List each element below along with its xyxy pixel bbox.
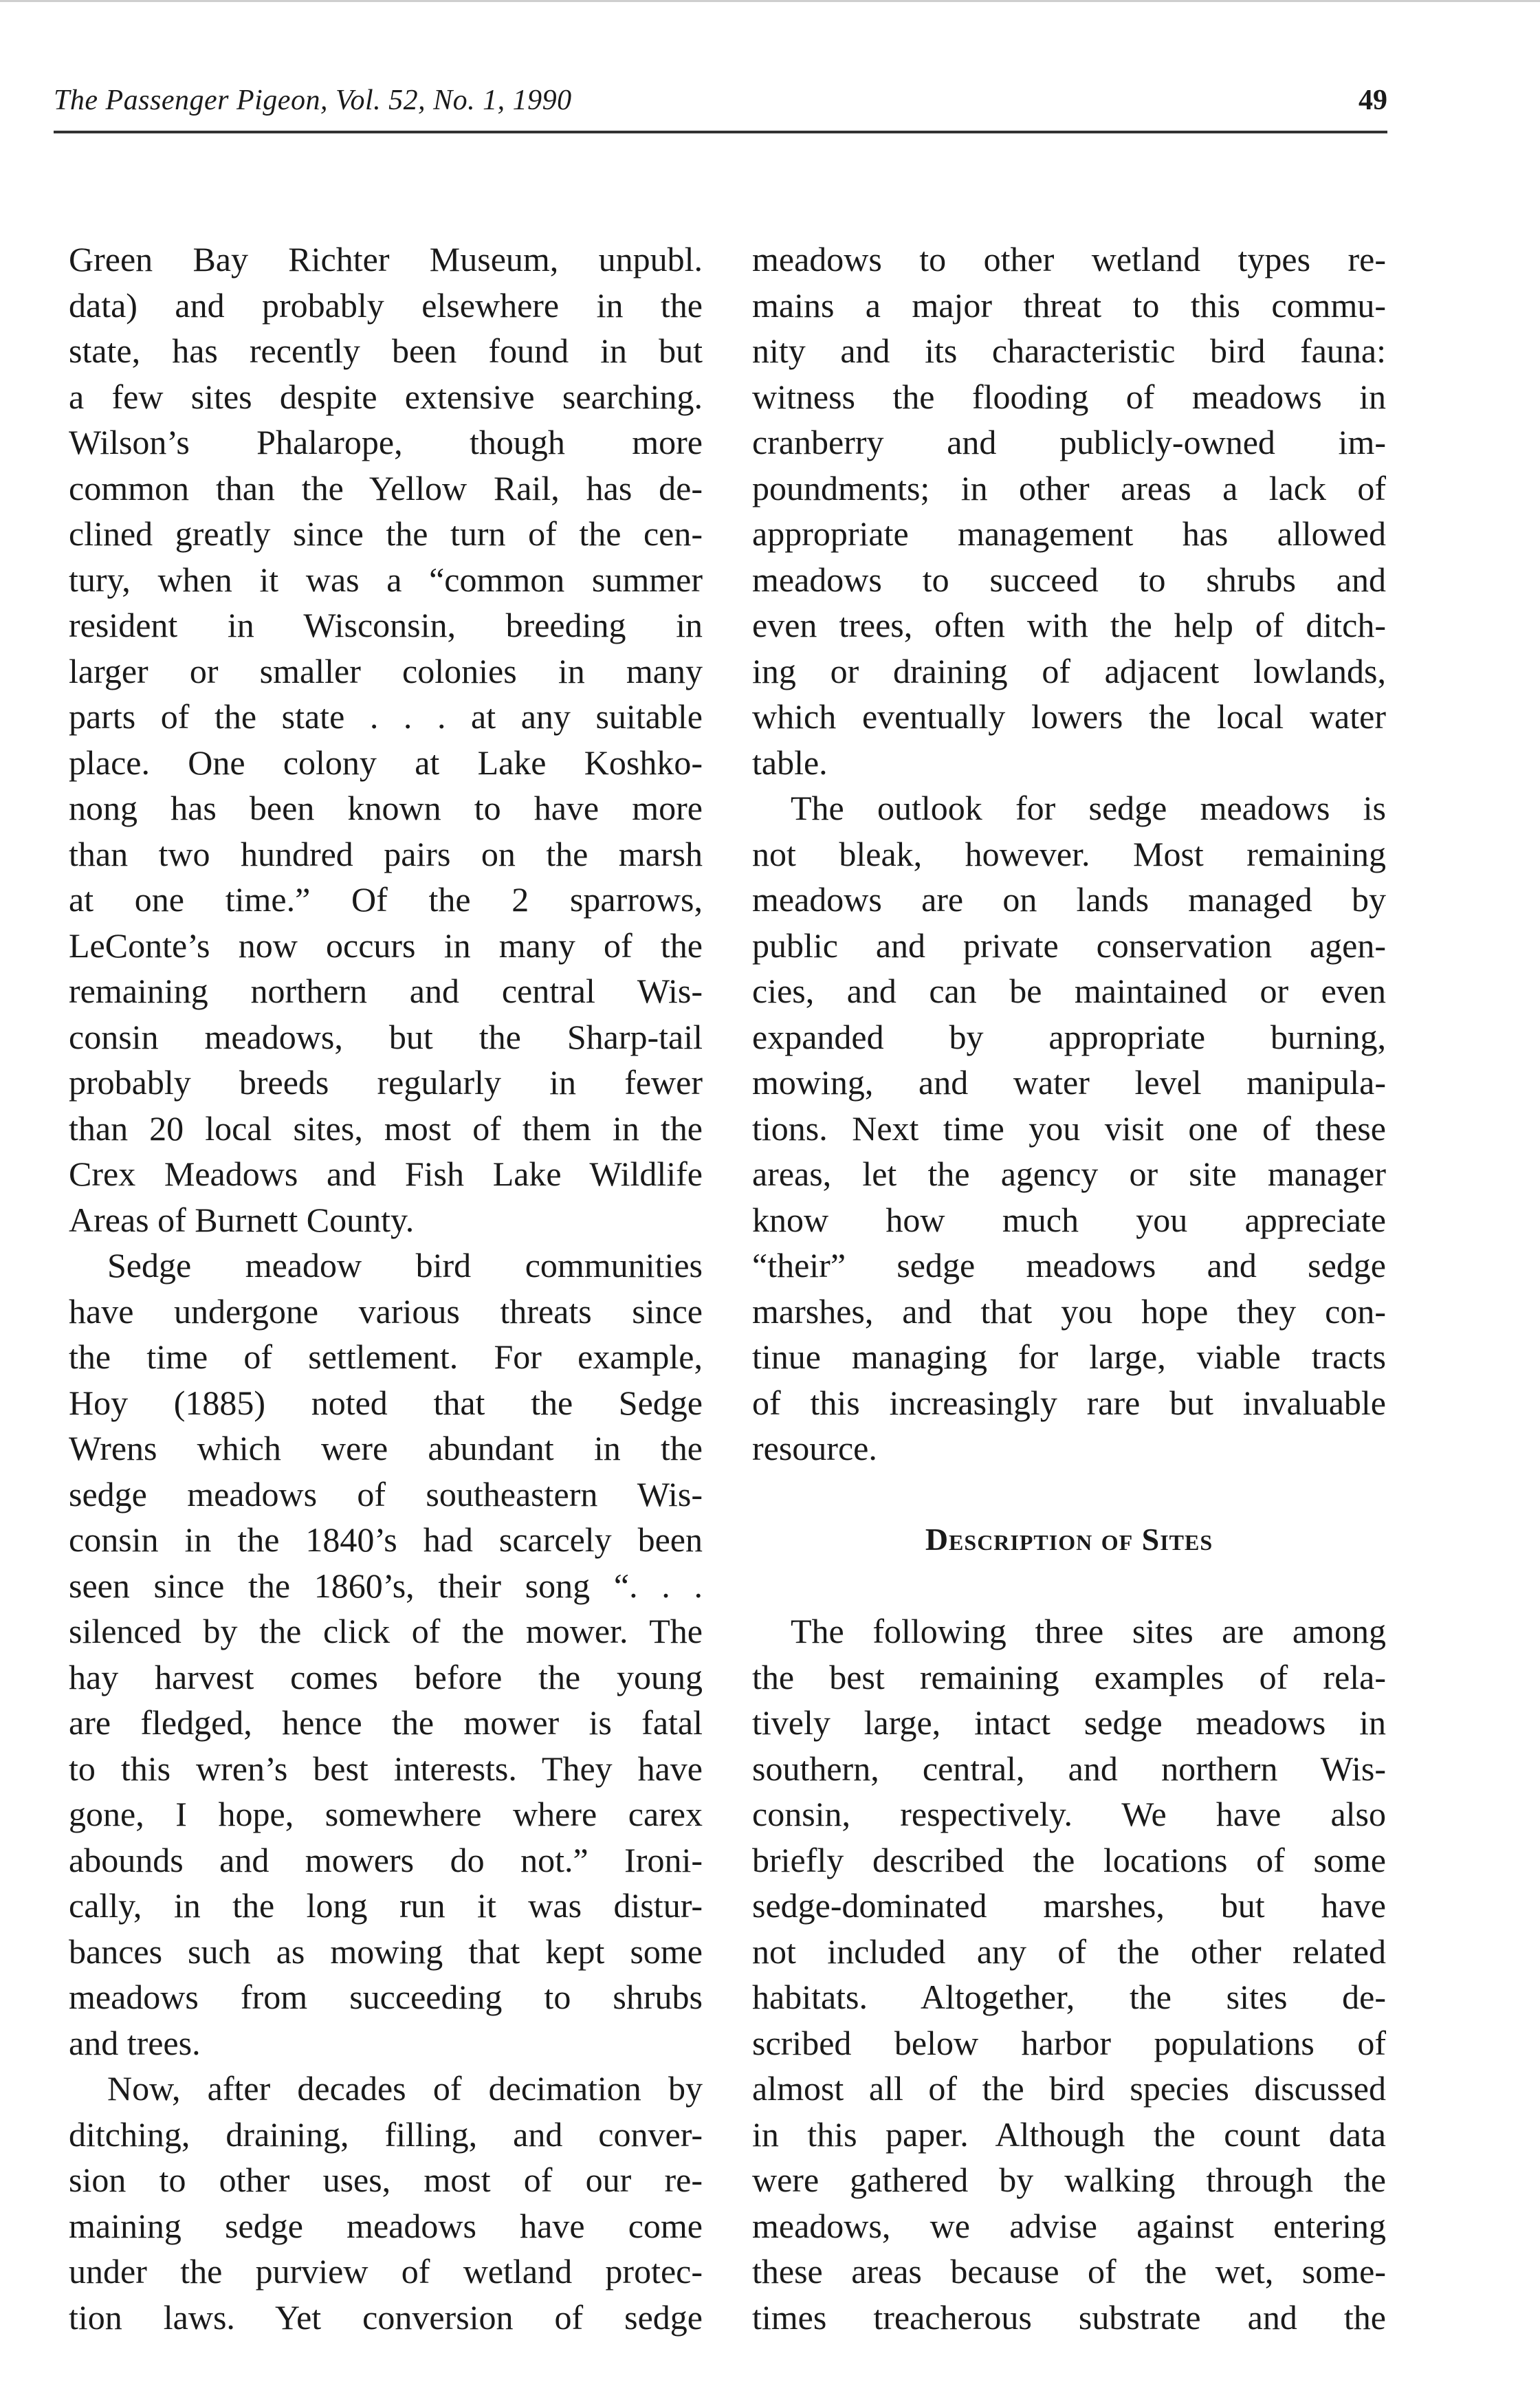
text-line: the time of settlement. For example, (69, 1337, 703, 1376)
text-line: Green Bay Richter Museum, unpubl. (69, 240, 703, 278)
blank-line (752, 1472, 1386, 1518)
text-line: mains a major threat to this commu- (752, 285, 1386, 325)
text-line: tively large, intact sedge meadows in (752, 1703, 1386, 1742)
text-line: Hoy (1885) noted that the Sedge (69, 1383, 703, 1422)
text-line: than 20 local sites, most of them in the (69, 1108, 703, 1148)
text-line: meadows are on lands managed by (752, 880, 1386, 919)
text-line: public and private conservation agen- (752, 926, 1386, 965)
text-line: resource. (752, 1429, 877, 1467)
text-line: almost all of the bird species discussed (752, 2069, 1386, 2108)
text-line: of this increasingly rare but invaluable (752, 1383, 1386, 1422)
text-line: Wilson’s Phalarope, though more (69, 423, 703, 461)
text-line: meadows to other wetland types re- (752, 240, 1386, 278)
text-line: Sedge meadow bird communities (107, 1246, 703, 1285)
text-line: consin in the 1840’s had scarcely been (69, 1520, 703, 1559)
text-line: than two hundred pairs on the marsh (69, 834, 703, 873)
text-line: tions. Next time you visit one of these (752, 1108, 1386, 1148)
text-line: a few sites despite extensive searching. (69, 377, 703, 416)
text-line: meadows, we advise against entering (752, 2206, 1386, 2245)
text-line: at one time.” Of the 2 sparrows, (69, 880, 703, 919)
text-line: nity and its characteristic bird fauna: (752, 331, 1386, 370)
text-line: bances such as mowing that kept some (69, 1932, 703, 1971)
text-line: in this paper. Although the count data (752, 2115, 1386, 2154)
text-line: ing or draining of adjacent lowlands, (752, 651, 1386, 690)
text-line: clined greatly since the turn of the cen- (69, 514, 703, 553)
text-line: data) and probably elsewhere in the (69, 285, 703, 325)
text-line: consin meadows, but the Sharp-tail (69, 1017, 703, 1056)
text-line: Areas of Burnett County. (69, 1200, 415, 1239)
text-line: silenced by the click of the mower. The (69, 1612, 703, 1650)
text-line: areas, let the agency or site manager (752, 1155, 1386, 1193)
text-line: not included any of the other related (752, 1932, 1386, 1971)
text-line: were gathered by walking through the (752, 2161, 1386, 2199)
text-line: table. (752, 743, 828, 782)
text-line: to this wren’s best interests. They have (69, 1749, 703, 1788)
text-line: witness the flooding of meadows in (752, 377, 1386, 416)
text-line: common than the Yellow Rail, has de- (69, 468, 703, 507)
text-line: consin, respectively. We have also (752, 1795, 1386, 1833)
text-line: meadows to succeed to shrubs and (752, 560, 1386, 599)
text-line: probably breeds regularly in fewer (69, 1063, 703, 1102)
text-line: tion laws. Yet conversion of sedge (69, 2297, 703, 2337)
text-line: hay harvest comes before the young (69, 1657, 703, 1696)
section-heading: Description of Sites (925, 1522, 1213, 1557)
text-line: remaining northern and central Wis- (69, 972, 703, 1010)
text-line: state, has recently been found in but (69, 331, 703, 370)
text-line: maining sedge meadows have come (69, 2206, 703, 2245)
text-line: sion to other uses, most of our re- (69, 2161, 703, 2199)
text-line: sedge-dominated marshes, but have (752, 1886, 1386, 1925)
text-line: The outlook for sedge meadows is (791, 789, 1386, 827)
left-column (69, 237, 703, 2340)
page-number: 49 (1358, 85, 1387, 116)
text-line: place. One colony at Lake Koshko- (69, 743, 703, 782)
text-line: habitats. Altogether, the sites de- (752, 1978, 1386, 2016)
text-line: marshes, and that you hope they con- (752, 1291, 1386, 1331)
text-line: are fledged, hence the mower is fatal (69, 1703, 703, 1742)
text-line: the best remaining examples of rela- (752, 1657, 1386, 1696)
text-line: which eventually lowers the local water (752, 697, 1386, 736)
running-header-title: The Passenger Pigeon, Vol. 52, No. 1, 1990 (54, 85, 572, 116)
text-line: LeConte’s now occurs in many of the (69, 926, 703, 965)
text-line: southern, central, and northern Wis- (752, 1749, 1386, 1788)
text-line: appropriate management has allowed (752, 514, 1386, 553)
page-top-edge (0, 0, 1540, 2)
text-line: under the purview of wetland protec- (69, 2252, 703, 2291)
text-line: even trees, often with the help of ditch- (752, 606, 1386, 644)
blank-line (752, 1563, 1386, 1609)
text-line: not bleak, however. Most remaining (752, 834, 1386, 873)
text-line: nong has been known to have more (69, 789, 703, 827)
text-line: scribed below harbor populations of (752, 2023, 1386, 2062)
text-line: and trees. (69, 2023, 201, 2062)
text-line: Wrens which were abundant in the (69, 1429, 703, 1467)
text-line: cranberry and publicly-owned im- (752, 423, 1386, 461)
right-column (752, 237, 1386, 2340)
text-line: ditching, draining, filling, and conver- (69, 2115, 703, 2154)
header-rule (54, 131, 1387, 133)
text-line: abounds and mowers do not.” Ironi- (69, 1840, 703, 1879)
text-line: tinue managing for large, viable tracts (752, 1337, 1386, 1376)
text-line: briefly described the locations of some (752, 1840, 1386, 1879)
text-line: larger or smaller colonies in many (69, 651, 703, 690)
text-line: gone, I hope, somewhere where carex (69, 1795, 703, 1833)
text-line: cally, in the long run it was distur- (69, 1886, 703, 1925)
text-line: Crex Meadows and Fish Lake Wildlife (69, 1155, 703, 1193)
text-line: expanded by appropriate burning, (752, 1017, 1386, 1056)
text-line: parts of the state . . . at any suitable (69, 697, 703, 736)
text-line: The following three sites are among (791, 1612, 1386, 1650)
text-line: poundments; in other areas a lack of (752, 468, 1386, 507)
text-line: know how much you appreciate (752, 1200, 1386, 1239)
text-line: mowing, and water level manipula- (752, 1063, 1386, 1102)
text-line: Now, after decades of decimation by (107, 2069, 703, 2108)
text-line: cies, and can be maintained or even (752, 972, 1386, 1010)
text-line: meadows from succeeding to shrubs (69, 1978, 703, 2016)
text-line: “their” sedge meadows and sedge (752, 1246, 1386, 1285)
text-line: have undergone various threats since (69, 1291, 703, 1331)
text-line: sedge meadows of southeastern Wis- (69, 1474, 703, 1514)
text-line: tury, when it was a “common summer (69, 560, 703, 599)
text-line: times treacherous substrate and the (752, 2297, 1386, 2337)
text-line: resident in Wisconsin, breeding in (69, 606, 703, 644)
text-line: these areas because of the wet, some- (752, 2252, 1386, 2291)
text-line: seen since the 1860’s, their song “. . . (69, 1566, 703, 1605)
